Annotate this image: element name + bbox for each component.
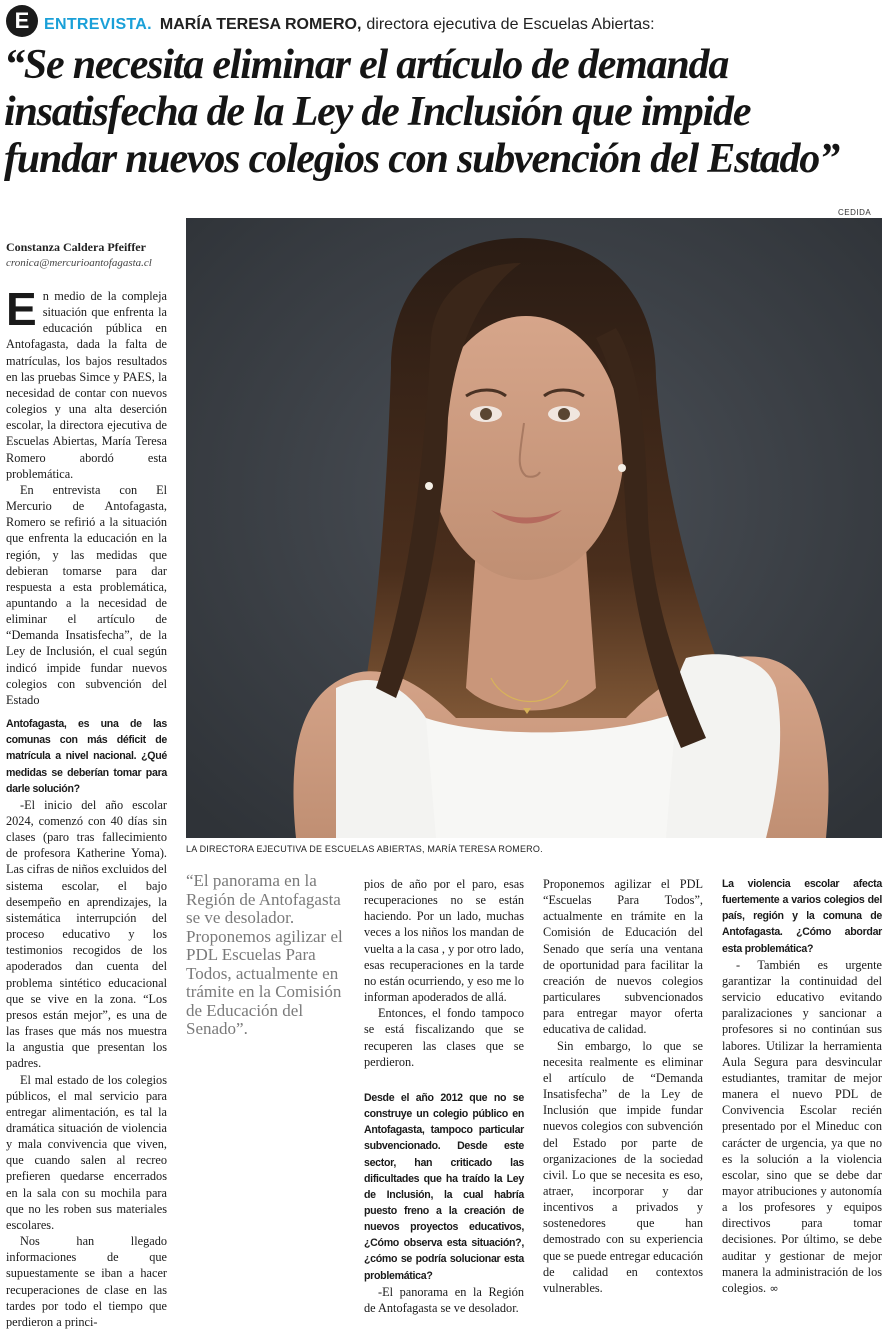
author-email: cronica@mercurioantofagasta.cl (6, 257, 152, 269)
section-badge-icon: E (6, 5, 38, 37)
subject-role: directora ejecutiva de Escuelas Abiertas: (366, 16, 655, 33)
interview-question: Desde el año 2012 que no se construye un colegio público en Antofagasta, tampoco particular subvencionado. Desde este sector, han criticado las dificultades que ha traído la Ley de Inclusión, la cual habría puesto freno a la creación de nuevos proyectos educativos, ¿Cómo observa esta situación?, ¿cómo se podría solucionar esta problemática? (364, 1091, 524, 1282)
interview-question: Antofagasta, es una de las comunas con más déficit de matrícula a nivel nacional. ¿Qué medidas se deberían tomar para darle solución? (6, 718, 167, 795)
paragraph (722, 957, 882, 1297)
paragraph-text: n medio de la compleja situación que enfrenta la educación pública en Antofagasta, dada la falta de matrículas, los bajos resultados en las pruebas Simce y PAES, la necesidad de contar con nuevos colegios y una alta deserción escolar, la directora ejecutiva de Escuelas Abiertas, María Teresa Romero abordó esta problemática. (6, 289, 167, 481)
headline (4, 42, 888, 183)
section-kicker: ENTREVISTA. (44, 16, 152, 33)
paragraph: En entrevista con El Mercurio de Antofagasta, Romero se refirió a la situación que enfrenta la educación en la región, y las medidas que debieran tomarse para dar respuesta a esta problemática, apuntando a la necesidad de eliminar el artículo de “Demanda Insatisfecha”, de la Ley de Inclusión, el cual según indicó impide fundar nuevos colegios con subvención del Estado (6, 482, 167, 707)
lead-paragraph (6, 283, 167, 482)
photo-caption: LA DIRECTORA EJECUTIVA DE ESCUELAS ABIERTAS, MARÍA TERESA ROMERO. (186, 844, 543, 854)
portrait-photo (186, 218, 882, 838)
article-column-5 (722, 876, 882, 1297)
end-mark-icon: ∞ (766, 1281, 779, 1295)
headline-line: insatisfecha de la Ley de Inclusión que impide (4, 89, 751, 135)
subject-name: MARÍA TERESA ROMERO, (159, 16, 362, 33)
portrait-illustration (186, 218, 882, 838)
headline-line: fundar nuevos colegios con subvención del Estado” (4, 136, 839, 182)
pull-quote: “El panorama en la Región de Antofagasta se ve desolador. Proponemos agilizar el PDL Escuelas Para Todos, actualmente en trámite en la Comisión de Educación del Senado”. (186, 871, 343, 1038)
paragraph: -El inicio del año escolar 2024, comenzó con 40 días sin clases (paro tras fallecimiento de profesora Katherine Yoma). Las cifras de niños excluidos del sistema escolar, el bajo desempeño en aprendizajes, la sistemática interrupción del proceso educativo y los testimonios recogidos de los apoderados dan cuenta del problema sintético educacional que se vive en la zona. “Los presos están mejor”, es una de las frases que más nos muestra la angustia que presentan los padres. (6, 797, 167, 1071)
paragraph: Proponemos agilizar el PDL “Escuelas Para Todos”, actualmente en trámite en la Comisión de Educación del Senado que sería una ventana de oportunidad para facilitar la creación de nuevos colegios particulares subvencionados para entregar mayor oferta educativa de calidad. (543, 877, 703, 1037)
article-column-3 (364, 876, 524, 1316)
interview-question: La violencia escolar afecta fuertemente a varios colegios del país, región y la comuna de Antofagasta. ¿Cómo abordar esta problemática? (722, 878, 882, 955)
photo-credit: CEDIDA (838, 208, 872, 217)
paragraph: pios de año por el paro, esas recuperaciones no se están haciendo. Por un lado, muchas veces a los niños los mandan de vuelta a la casa , y por otro lado, esas recuperaciones en la tarde no están ocurriendo, y eso me lo informan apoderados de allá. (364, 877, 524, 1005)
article-column-4 (543, 876, 703, 1296)
paragraph: Sin embargo, lo que se necesita realmente es eliminar el artículo de “Demanda Insatisfecha” de la Ley de Inclusión que impide fundar nuevos colegios con subvención del Estado por parte de organizaciones de la sociedad civil. Lo que se necesita es eso, atraer, incorporar y dar incentivos a privados y sostenedores que han demostrado con su experiencia que se puede entregar educación de calidad en contextos vulnerables. (543, 1038, 703, 1295)
article-column-1 (6, 283, 167, 1330)
paragraph: El mal estado de los colegios públicos, el mal servicio para entregar alimentación, es tal la dramática situación de violencia y mala convivencia que viven, que cuando salen al recreo prefieren quedarse encerrados en la sala con su mochila para que no les roben sus materiales escolares. (6, 1072, 167, 1232)
drop-cap: E (6, 283, 37, 335)
author-name: Constanza Caldera Pfeiffer (6, 240, 146, 254)
paragraph: -El panorama en la Región de Antofagasta se ve desolador. (364, 1284, 524, 1315)
paragraph: Entonces, el fondo tampoco se está fiscalizando que se recuperen las clases que se perdieron. (364, 1006, 524, 1069)
paragraph: Nos han llegado informaciones de que supuestamente se iban a hacer recuperaciones de clase en las tardes por todo el tiempo que perdieron a princi- (6, 1234, 167, 1329)
kicker-row (6, 4, 655, 38)
paragraph-text: - También es urgente garantizar la continuidad del servicio educativo evitando paralizaciones y sancionar a profesores si no continúan sus labores. Utilizar la herramienta Aula Segura para desvincular estudiantes, tramitar de mejor manera el nuevo PDL de Convivencia Escolar recién presentado por el Mineduc con carácter de urgencia, ya que no es la solución a la violencia escolar, sino que se debe dar mayor atribuciones y autonomía a los profesores y equipos directivos para tomar decisiones. Por último, se debe auditar y gestionar de mejor manera la administración de los colegios. (722, 957, 882, 1295)
headline-line: “Se necesita eliminar el artículo de demanda (4, 42, 729, 88)
